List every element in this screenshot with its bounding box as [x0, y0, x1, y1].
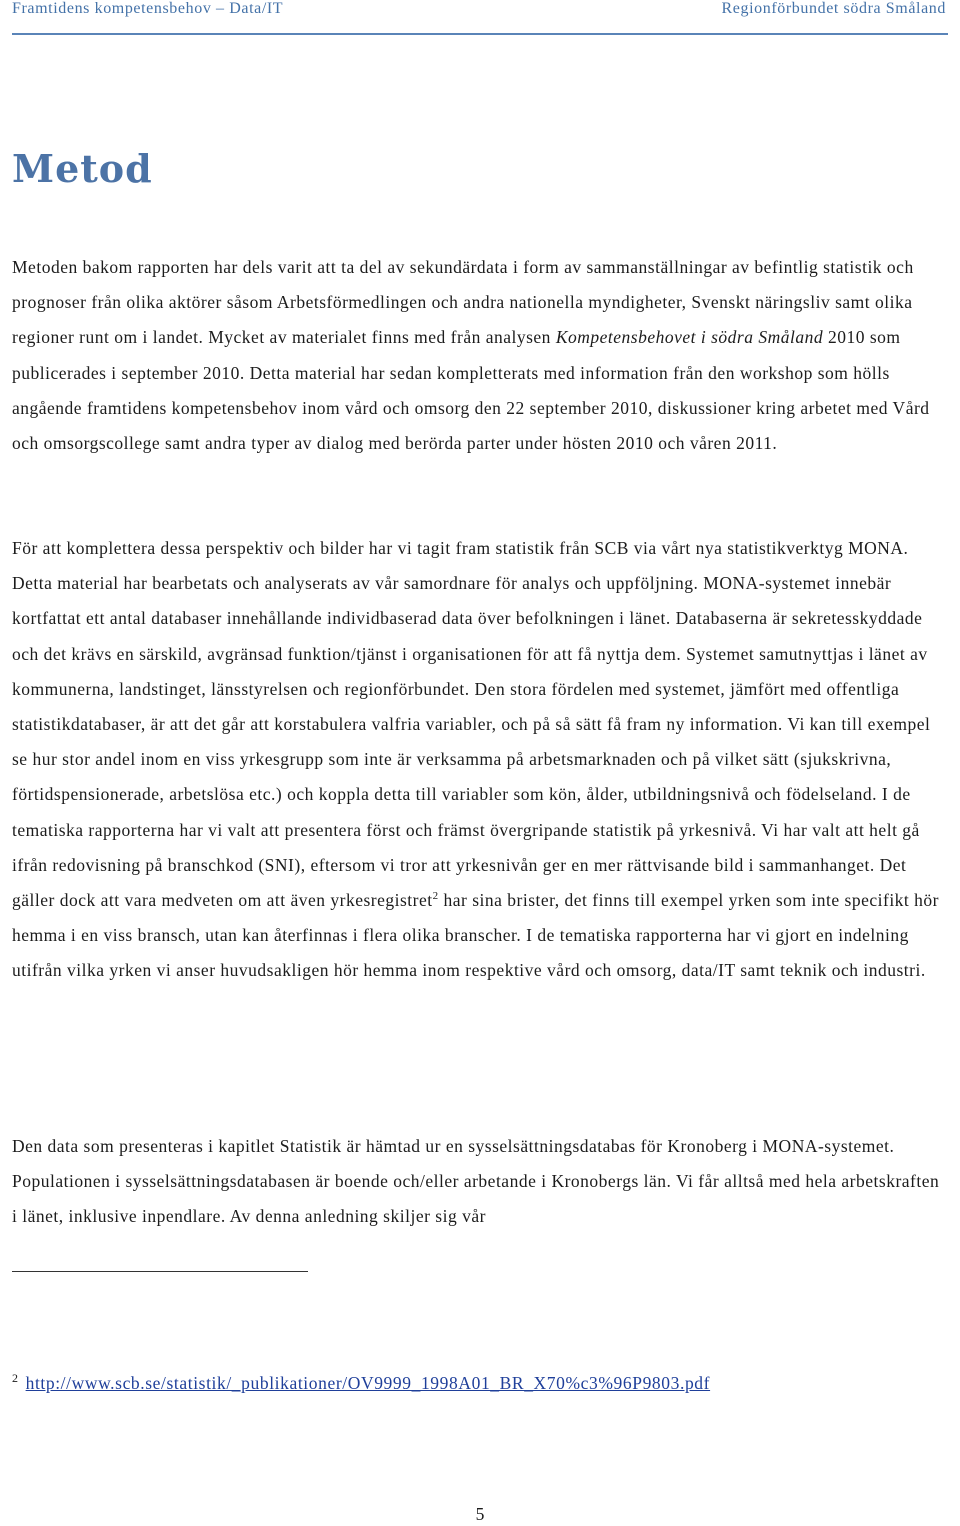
section-title: Metod: [12, 146, 153, 191]
paragraph-2-text-a: För att komplettera dessa perspektiv och bilder har vi tagit fram statistik från SCB via vårt nya statistikverktyg MONA. Detta material har bearbetats och analyserats av vår samordnare för analys och uppföljning. MONA-systemet innebär kortfattat ett antal databaser innehållande individbaserad data över befolkningen i länet. Databaserna är sekretesskyddade och det krävs en särskild, avgränsad funktion/tjänst i organisationen för att få nyttja dem. Systemet samutnyttjas i länet av kommunerna, landstinget, länsstyrelsen och regionförbundet. Den stora fördelen med systemet, jämfört med offentliga statistikdatabaser, är att det går att korstabulera valfria variabler, och på så sätt få fram ny information. Vi kan till exempel se hur stor andel inom en viss yrkesgrupp som inte är verksamma på arbetsmarknaden och på vilket sätt (sjukskrivna, förtidspensionerade, arbetslösa etc.) och koppla detta till variabler som kön, ålder, utbildningsnivå och födelseland. I de tematiska rapporterna har vi valt att presentera först och främst övergripande statistik på yrkesnivå. Vi har valt att helt gå ifrån redovisning på branschkod (SNI), eftersom vi tror att yrkesnivån ger en mer rättvisande bild i sammanhanget. Det gäller dock att vara medveten om att även yrkesregistret: [12, 538, 931, 911]
paragraph-1-text-a: Metoden bakom rapporten har dels varit att ta del av sekundärdata i form av sammanställningar av befintlig statistik och prognoser från olika aktörer såsom Arbetsförmedlingen och andra nationella myndigheter, Svenskt näringsliv samt olika regioner runt om i landet. Mycket av materialet finns med från analysen: [12, 257, 914, 348]
paragraph-3-text: Den data som presenteras i kapitlet Statistik är hämtad ur en sysselsättningsdatabas för Kronoberg i MONA-systemet. Populationen i sysselsättningsdatabasen är boende och/eller arbetande i Kronobergs län. Vi får alltså med hela arbetskraften i länet, inklusive inpendlare. Av denna anledning skiljer sig vår: [12, 1136, 940, 1227]
footnote: [12, 1371, 710, 1394]
footnote-separator: [12, 1271, 308, 1272]
header-document-title: Framtidens kompetensbehov – Data/IT: [12, 0, 284, 17]
page-number: 5: [475, 1504, 485, 1524]
footnote-reference[interactable]: 2: [432, 890, 439, 903]
report-title-italic: Kompetensbehovet i södra Småland: [555, 327, 824, 348]
header-divider: [12, 33, 948, 35]
running-header: [12, 0, 946, 30]
paragraph-2: [12, 531, 947, 989]
paragraph-1: [12, 250, 947, 461]
footnote-link[interactable]: http://www.scb.se/statistik/_publikationer/OV9999_1998A01_BR_X70%c3%96P9803.pdf: [25, 1372, 711, 1393]
paragraph-2-text-b: har sina brister, det finns till exempel yrken som inte specifikt hör hemma i en viss bransch, utan kan återfinnas i flera olika branscher. I de tematiska rapporterna har vi gjort en indelning utifrån vilka yrken vi anser huvudsakligen hör hemma inom respektive vård och omsorg, data/IT samt teknik och industri.: [12, 890, 939, 981]
footnote-number: 2: [12, 1371, 19, 1385]
header-organization: Regionförbundet södra Småland: [721, 0, 946, 17]
paragraph-1-text-b: 2010 som publicerades i september 2010. Detta material har sedan kompletterats med information från den workshop som hölls angående framtidens kompetensbehov inom vård och omsorg den 22 september 2010, diskussioner kring arbetet med Vård och omsorgscollege samt andra typer av dialog med berörda parter under hösten 2010 och våren 2011.: [12, 327, 930, 454]
paragraph-3: [12, 1129, 947, 1235]
